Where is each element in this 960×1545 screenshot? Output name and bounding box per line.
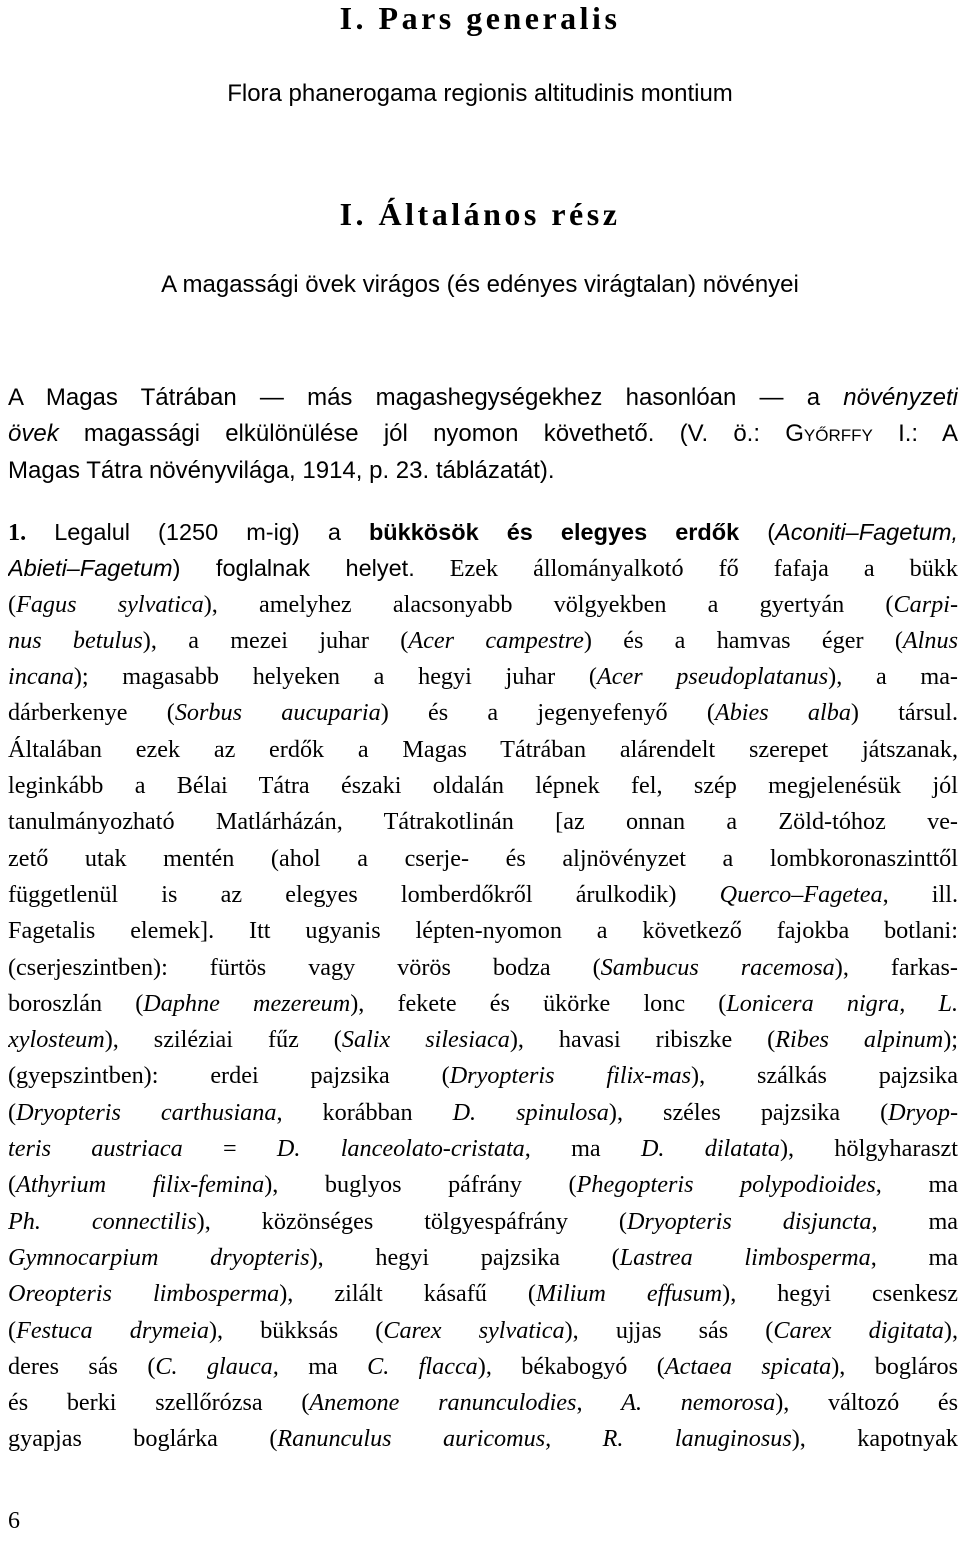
subtitle-latin: Flora phanerogama regionis altitudinis montium — [227, 80, 733, 107]
body-line: függetlenül is az elegyes lomberdőkről árulkodik) Querco–Fagetea, ill. — [8, 880, 958, 908]
intro-line-2: övek magassági elkülönülése jól nyomon követhető. (V. ö.: Győrffy I.: A — [8, 420, 958, 448]
body-line: (Athyrium filix-femina), buglyos páfrány (Phegopteris polypodioides, ma — [8, 1171, 958, 1199]
body-line: és berki szellőrózsa (Anemone ranunculodies, A. nemorosa), változó és — [8, 1389, 958, 1417]
body-line: Általában ezek az erdők a Magas Tátrában alárendelt szerepet játszanak, — [8, 735, 958, 763]
body-line: tanulmányozható Matlárházán, Tátrakotlinán [az onnan a Zöld-tóhoz ve- — [8, 808, 958, 836]
body-line: (Dryopteris carthusiana, korábban D. spinulosa), széles pajzsika (Dryop- — [8, 1098, 958, 1126]
body-line: zető utak mentén (ahol a cserje- és aljnövényzet a lombkoronaszinttől — [8, 844, 958, 872]
body-line: Gymnocarpium dryopteris), hegyi pajzsika (Lastrea limbosperma, ma — [8, 1243, 958, 1271]
heading-hungarian: I. Általános rész — [339, 196, 621, 232]
main-paragraph — [8, 514, 958, 1458]
body-line: (Fagus sylvatica), amelyhez alacsonyabb völgyekben a gyertyán (Carpi- — [8, 590, 958, 618]
heading-latin: I. Pars generalis — [339, 0, 621, 36]
subtitle-hungarian: A magassági övek virágos (és edényes virágtalan) növényei — [161, 271, 799, 298]
body-line: (Festuca drymeia), bükksás (Carex sylvatica), ujjas sás (Carex digitata), — [8, 1316, 958, 1344]
body-line: (gyepszintben): erdei pajzsika (Dryopteris filix-mas), szálkás pajzsika — [8, 1062, 958, 1090]
body-line: Oreopteris limbosperma), zilált kásafű (Milium effusum), hegyi csenkesz — [8, 1280, 958, 1308]
body-line: leginkább a Bélai Tátra északi oldalán lépnek fel, szép megjelenésük jól — [8, 772, 958, 800]
body-line: nus betulus), a mezei juhar (Acer campestre) és a hamvas éger (Alnus — [8, 626, 958, 654]
body-line: gyapjas boglárka (Ranunculus auricomus, R. lanuginosus), kapotnyak — [8, 1425, 958, 1453]
body-line: Abieti–Fagetum) foglalnak helyet. Ezek állományalkotó fő fafaja a bükk — [8, 555, 958, 583]
body-line: deres sás (C. glauca, ma C. flacca), békabogyó (Actaea spicata), bogláros — [8, 1352, 958, 1380]
body-line: Fagetalis elemek]. Itt ugyanis lépten-nyomon a következő fajokba botlani: — [8, 917, 958, 945]
body-line: 1. Legalul (1250 m-ig) a bükkösök és elegyes erdők (Aconiti–Fagetum, — [8, 519, 958, 546]
intro-paragraph — [8, 379, 958, 488]
body-line: xylosteum), sziléziai fűz (Salix silesiaca), havasi ribiszke (Ribes alpinum); — [8, 1026, 958, 1054]
body-line: Ph. connectilis), közönséges tölgyespáfrány (Dryopteris disjuncta, ma — [8, 1207, 958, 1235]
body-line: teris austriaca = D. lanceolato-cristata, ma D. dilatata), hölgyharaszt — [8, 1135, 958, 1163]
intro-line-3: Magas Tátra növényvilága, 1914, p. 23. táblázatát). — [8, 456, 555, 484]
intro-line-1: A Magas Tátrában — más magashegységekhez hasonlóan — a növényzeti — [8, 384, 958, 411]
page-number: 6 — [8, 1508, 20, 1534]
body-line: incana); magasabb helyeken a hegyi juhar (Acer pseudoplatanus), a ma- — [8, 663, 958, 691]
body-line: boroszlán (Daphne mezereum), fekete és ükörke lonc (Lonicera nigra, L. — [8, 989, 958, 1017]
body-line: dárberkenye (Sorbus aucuparia) és a jegenyefenyő (Abies alba) társul. — [8, 699, 958, 727]
body-line: (cserjeszintben): fürtös vagy vörös bodza (Sambucus racemosa), farkas- — [8, 953, 958, 981]
